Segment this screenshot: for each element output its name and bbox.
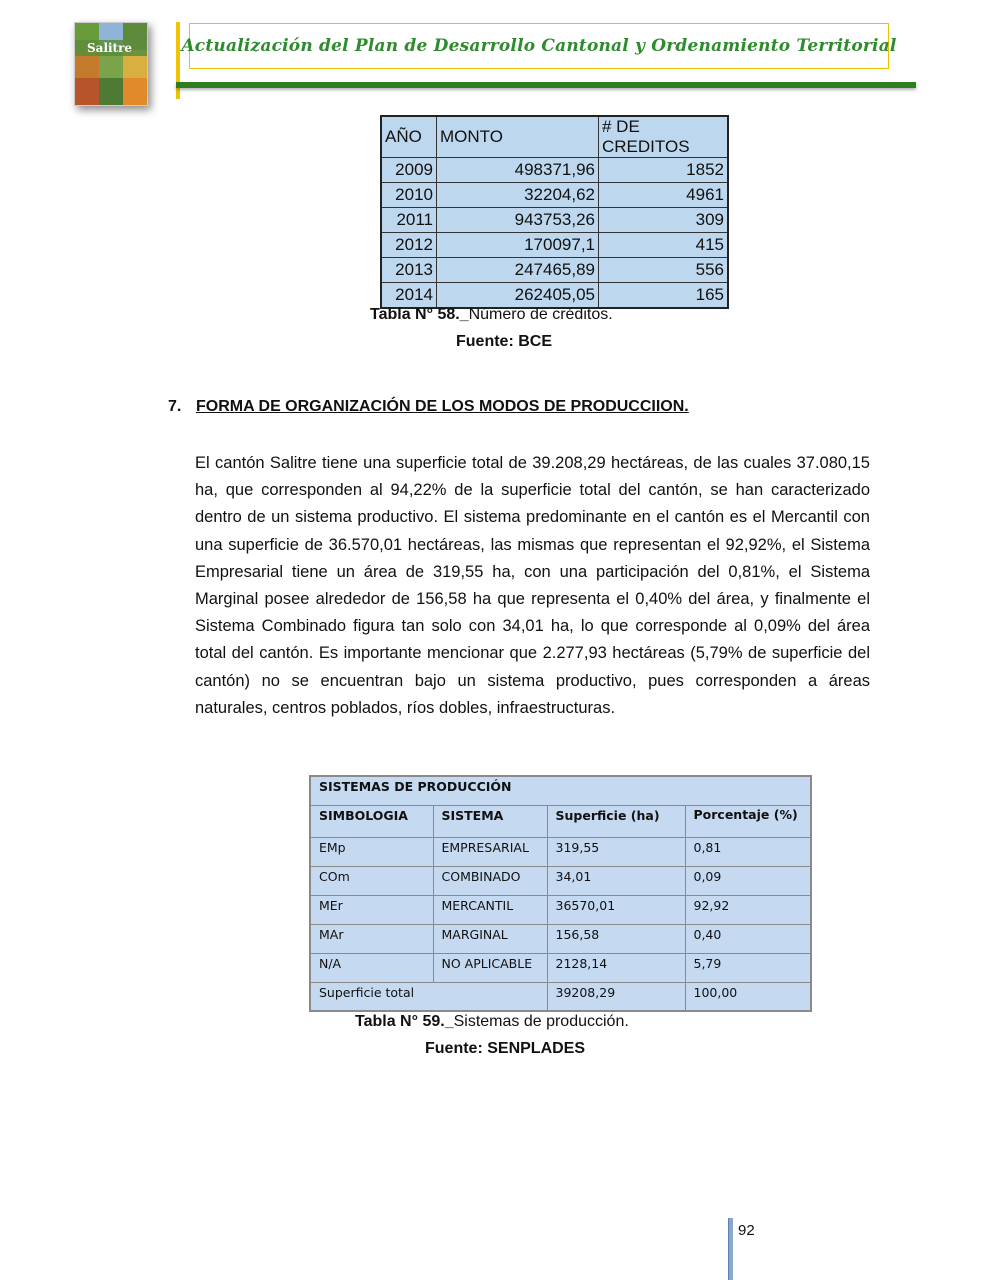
table-cell: EMp xyxy=(310,837,433,866)
table59-caption xyxy=(355,1013,629,1031)
production-systems-table xyxy=(309,775,812,1012)
table-cell: MERCANTIL xyxy=(433,895,547,924)
table-cell: 4961 xyxy=(599,183,729,208)
table-cell: NO APLICABLE xyxy=(433,953,547,982)
table-cell: MAr xyxy=(310,924,433,953)
table-cell: N/A xyxy=(310,953,433,982)
table-cell: 262405,05 xyxy=(437,283,599,309)
table-row xyxy=(310,837,811,866)
table-cell: MEr xyxy=(310,895,433,924)
table-cell: 100,00 xyxy=(685,982,811,1011)
page-number: 92 xyxy=(738,1222,755,1239)
table-cell: 0,40 xyxy=(685,924,811,953)
table-cell: 309 xyxy=(599,208,729,233)
table-cell: COMBINADO xyxy=(433,866,547,895)
table-cell: MARGINAL xyxy=(433,924,547,953)
table-cell: 5,79 xyxy=(685,953,811,982)
table-row xyxy=(310,953,811,982)
table-row xyxy=(310,895,811,924)
table-cell: 415 xyxy=(599,233,729,258)
table-cell: 943753,26 xyxy=(437,208,599,233)
table-cell: 0,81 xyxy=(685,837,811,866)
table-cell: 556 xyxy=(599,258,729,283)
header-title: Actualización del Plan de Desarrollo Cantonal y Ordenamiento Territorial xyxy=(181,36,897,56)
table-cell: 2009 xyxy=(381,158,437,183)
table-cell: 2012 xyxy=(381,233,437,258)
table-cell: 498371,96 xyxy=(437,158,599,183)
logo-text: Salitre xyxy=(75,40,147,56)
header-divider xyxy=(176,82,916,88)
logo-photo-collage xyxy=(75,23,147,105)
table59-caption-text: Sistemas de producción. xyxy=(453,1013,629,1030)
table-row xyxy=(310,866,811,895)
table-cell: 92,92 xyxy=(685,895,811,924)
table-cell: 156,58 xyxy=(547,924,685,953)
table-cell: 1852 xyxy=(599,158,729,183)
table58-source: Fuente: BCE xyxy=(456,333,552,350)
table-title: SISTEMAS DE PRODUCCIÓN xyxy=(310,776,811,805)
table-row xyxy=(381,158,728,183)
section-title: FORMA DE ORGANIZACIÓN DE LOS MODOS DE PRODUCCIION. xyxy=(196,398,689,415)
table59-caption-label: Tabla N° 59._ xyxy=(355,1013,454,1030)
table-cell: 170097,1 xyxy=(437,233,599,258)
table-cell: 2014 xyxy=(381,283,437,309)
column-header: Superficie (ha) xyxy=(547,805,685,837)
table-header-row xyxy=(381,116,728,158)
table-cell: 0,09 xyxy=(685,866,811,895)
credits-table xyxy=(380,115,729,309)
table-cell: 34,01 xyxy=(547,866,685,895)
column-header: AÑO xyxy=(381,116,437,158)
table-cell: 2010 xyxy=(381,183,437,208)
table-row xyxy=(381,258,728,283)
column-header: # DE CREDITOS xyxy=(599,116,729,158)
table-title-row xyxy=(310,776,811,805)
column-header: SIMBOLOGIA xyxy=(310,805,433,837)
table-cell: 247465,89 xyxy=(437,258,599,283)
table-row xyxy=(381,208,728,233)
table-row xyxy=(381,283,728,309)
table-header-row xyxy=(310,805,811,837)
table-row xyxy=(310,924,811,953)
table-cell: 319,55 xyxy=(547,837,685,866)
body-paragraph: El cantón Salitre tiene una superficie total de 39.208,29 hectáreas, de las cuales 37.080,15 ha, que corresponden al 94,22% de la superficie total del cantón, se han caracterizado dentro de un sistema productivo. El sistema predominante en el cantón es el Mercantil con una superficie de 36.570,01 hectáreas, las mismas que representan el 92,92%, el Sistema Empresarial tiene un área de 319,55 ha, con una participación del 0,81%, el Sistema Marginal posee alrededor de 156,58 ha que representa el 0,40% del área, y finalmente el Sistema Combinado figura tan solo con 34,01 ha, lo que corresponde al 0,09% del área total del cantón. Es importante mencionar que 2.277,93 hectáreas (5,79% de superficie del cantón) no se encuentran bajo un sistema productivo, pues corresponden a áreas naturales, centros poblados, ríos dobles, infraestructuras. xyxy=(195,454,870,717)
table-cell: 2128,14 xyxy=(547,953,685,982)
salitre-logo xyxy=(74,22,148,106)
column-header: SISTEMA xyxy=(433,805,547,837)
table-cell: COm xyxy=(310,866,433,895)
column-header: MONTO xyxy=(437,116,599,158)
table58-caption-text: Número de créditos. xyxy=(468,306,613,323)
table-cell: 32204,62 xyxy=(437,183,599,208)
section-heading xyxy=(168,398,689,416)
table59-source: Fuente: SENPLADES xyxy=(425,1040,586,1057)
table-row xyxy=(381,233,728,258)
table-cell: EMPRESARIAL xyxy=(433,837,547,866)
table-cell: 36570,01 xyxy=(547,895,685,924)
table-total-row xyxy=(310,982,811,1011)
table58-caption xyxy=(370,306,613,324)
table-row xyxy=(381,183,728,208)
header-title-box xyxy=(181,23,897,69)
footer-accent-bar xyxy=(728,1218,733,1280)
table-cell: 39208,29 xyxy=(547,982,685,1011)
table58-caption-label: Tabla N° 58._ xyxy=(370,306,469,323)
table-cell: Superficie total xyxy=(310,982,547,1011)
section-number: 7. xyxy=(168,398,182,415)
table-cell: 165 xyxy=(599,283,729,309)
table-cell: 2013 xyxy=(381,258,437,283)
table-cell: 2011 xyxy=(381,208,437,233)
column-header: Porcentaje (%) xyxy=(685,805,811,837)
